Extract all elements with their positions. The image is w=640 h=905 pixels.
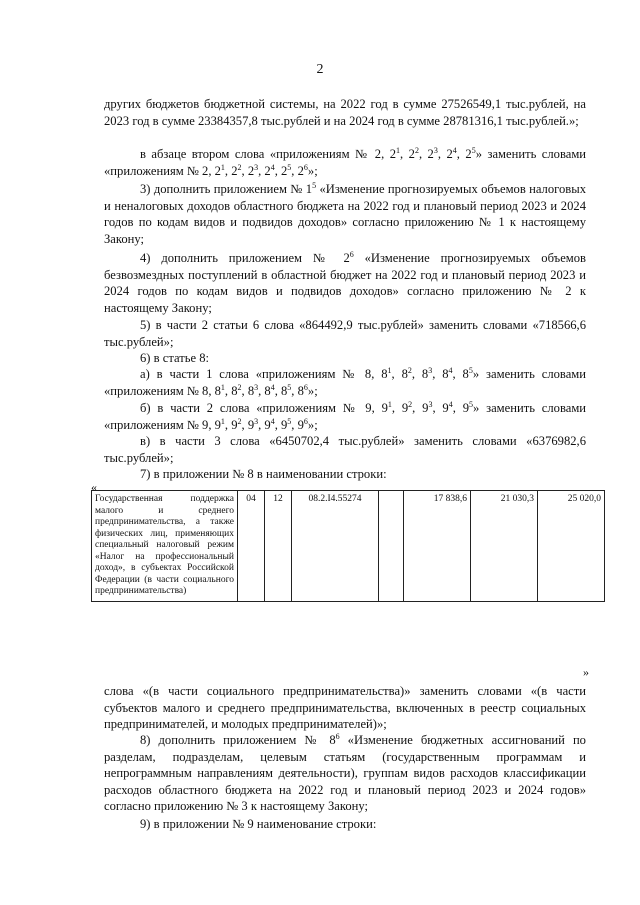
paragraph-item-7: 7) в приложении № 8 в наименовании строки: [140, 467, 387, 481]
paragraph-item-6b: б) в части 2 слова «приложениям № 9, $9^1$, $9^2$, $9^3$, $9^4$, $9^5$» заменить словами «приложениям № 9, $9^1$, $9^2$, $9^3$, $9^4$, $9^5$, $9^6$»; [104, 399, 587, 432]
paragraph-budget-totals: других бюджетов бюджетной системы, на 2022 год в сумме 27526549,1 тыс.рублей, на 2023 год в сумме 23384357,8 тыс.рублей и на 2024 год в сумме 28781316,1 тыс.рублей.»; [104, 97, 586, 128]
paragraph-item-8: 8) дополнить приложением № $8^6$ «Изменение бюджетных ассигнований по разделам, подразделам, целевым статьям (государственным программам и непрограммным направлениям деятельности), группам видов расходов классификации расходов областного бюджета на 2022 год и плановый период 2023 и 2024 годов» согласно приложению № 3 к настоящему Закону; [104, 731, 586, 813]
cell-2024: 25 020,0 [538, 491, 605, 602]
budget-row-table [91, 490, 605, 602]
cell-2023: 21 030,3 [471, 491, 538, 602]
paragraph-item-6v: в) в части 3 слова «6450702,4 тыс.рублей» заменить словами «6376982,6 тыс.рублей»; [104, 434, 586, 465]
page-number: 2 [316, 62, 324, 77]
cell-subsection: 12 [265, 491, 292, 602]
paragraph-replacement: слова «(в части социального предпринимательства)» заменить словами «(в части субъектов малого и среднего предпринимательства, включенных в реестр социальных предпринимателей, и молодых предпринимателей)»; [104, 684, 586, 731]
paragraph-item-3: 3) дополнить приложением № $1^5$ «Изменение прогнозируемых объемов налоговых и неналоговых доходов областного бюджета на 2022 год и плановый период 2023 и 2024 годов по кодам видов и подвидов доходов» согласно приложению № 1 к настоящему Закону; [104, 180, 586, 246]
paragraph-abzac-vtorom: в абзаце втором слова «приложениям № 2, $2^1$, $2^2$, $2^3$, $2^4$, $2^5$» заменить словами «приложениям № 2, $2^1$, $2^2$, $2^3$, $2^4$, $2^5$, $2^6$»; [104, 145, 587, 178]
cell-kvr [379, 491, 404, 602]
cell-2022: 17 838,6 [404, 491, 471, 602]
quote-open: « [91, 480, 97, 494]
cell-section: 04 [238, 491, 265, 602]
paragraph-item-5: 5) в части 2 статьи 6 слова «864492,9 тыс.рублей» заменить словами «718566,6 тыс.рублей»; [104, 318, 586, 349]
paragraph-item-6a: а) в части 1 слова «приложениям № 8, $8^1$, $8^2$, $8^3$, $8^4$, $8^5$» заменить словами «приложениям № 8, $8^1$, $8^2$, $8^3$, $8^4$, $8^5$, $8^6$»; [104, 365, 587, 398]
paragraph-item-4: 4) дополнить приложением № $2^6$ «Изменение прогнозируемых объемов безвозмездных поступлений в областной бюджет на 2022 год и плановый период 2023 и 2024 годов по кодам видов и подвидов доходов» согласно приложению № 2 к настоящему Закону; [104, 249, 587, 315]
quote-close: » [583, 665, 589, 679]
paragraph-item-6: 6) в статье 8: [140, 351, 210, 365]
paragraph-item-9: 9) в приложении № 9 наименование строки: [140, 817, 377, 831]
cell-name: Государственная поддержка малого и среднего предпринимательства, а также физических лиц, применяющих специальный налоговый режим «Налог на профессиональный доход», в субъектах Российской Федерации (в части социального предпринимательства) [92, 491, 238, 602]
table-row [92, 491, 605, 602]
cell-target-code: 08.2.I4.55274 [292, 491, 379, 602]
